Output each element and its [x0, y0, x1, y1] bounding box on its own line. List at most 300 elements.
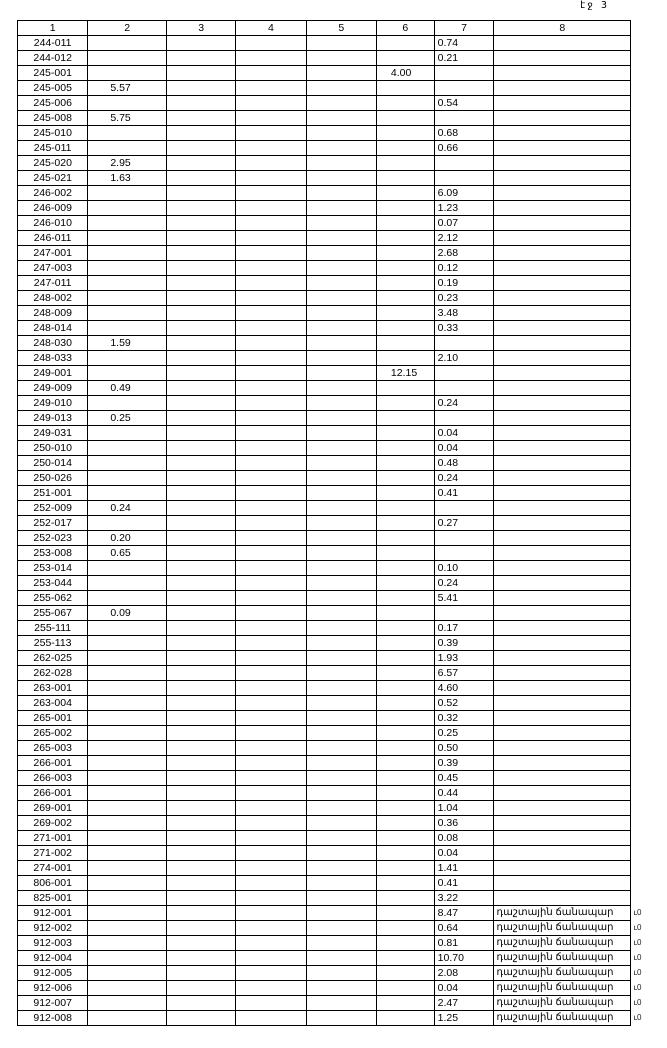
plot-code-cell: [18, 966, 88, 981]
plot-code-cell: [18, 306, 88, 321]
column-2-cell: [88, 291, 167, 306]
land-use-cell: [494, 366, 631, 381]
column-4-cell: [236, 936, 306, 951]
column-4-cell: [236, 891, 306, 906]
column-3-cell: [167, 261, 236, 276]
land-use-cell: [494, 231, 631, 246]
column-4-cell: [236, 561, 306, 576]
table-row: [18, 471, 631, 486]
column-3-cell: [167, 396, 236, 411]
column-2-cell: [88, 96, 167, 111]
plot-code-cell-text: 250-026: [33, 472, 72, 484]
plot-code-cell: [18, 51, 88, 66]
column-3-cell: [167, 381, 236, 396]
plot-code-cell: [18, 456, 88, 471]
table-row: [18, 771, 631, 786]
column-7-cell: [434, 516, 494, 531]
column-3-cell: [167, 786, 236, 801]
land-use-cell: [494, 816, 631, 831]
column-4-cell: [236, 471, 306, 486]
column-2-cell: [88, 1011, 167, 1026]
column-3-cell: [167, 666, 236, 681]
column-4-cell: [236, 366, 306, 381]
column-3-cell: [167, 861, 236, 876]
plot-code-cell: [18, 891, 88, 906]
land-use-cell: [494, 951, 642, 966]
column-2-cell: [88, 876, 167, 891]
land-use-cell: [494, 321, 631, 336]
column-7-cell: [434, 246, 494, 261]
column-4-cell: [236, 501, 306, 516]
plot-code-cell-text: 245-008: [33, 112, 72, 124]
column-5-cell: [306, 666, 376, 681]
column-2-cell: [88, 711, 167, 726]
column-3-cell: [167, 66, 236, 81]
plot-code-cell: [18, 366, 88, 381]
column-3-cell: [167, 471, 236, 486]
table-row: [18, 36, 631, 51]
column-3-cell: [167, 711, 236, 726]
column-6-cell: [376, 651, 434, 666]
column-4-cell: [236, 426, 306, 441]
table-row: [18, 306, 631, 321]
table-row: [18, 561, 631, 576]
column-7-cell: [434, 561, 494, 576]
column-4-cell: [236, 996, 306, 1011]
plot-code-cell-text: 255-111: [34, 622, 72, 634]
column-2-cell: [88, 816, 167, 831]
column-7-cell: [434, 951, 494, 966]
table-row: [18, 456, 631, 471]
margin-mark: ւ0: [633, 998, 642, 1007]
land-use-cell: [494, 36, 631, 51]
table-row: [18, 366, 631, 381]
column-6-cell: [376, 456, 434, 471]
column-header-5: 5: [306, 21, 376, 36]
column-5-cell: [306, 351, 376, 366]
plot-code-cell-text: 263-001: [33, 682, 72, 694]
plot-code-cell: [18, 816, 88, 831]
table-row: [18, 681, 631, 696]
column-7-cell: [434, 66, 494, 81]
plot-code-cell: [18, 636, 88, 651]
column-5-cell: [306, 306, 376, 321]
column-7-cell-text: 0.74: [437, 37, 459, 49]
land-use-cell: [494, 846, 631, 861]
column-5-cell: [306, 606, 376, 621]
plot-code-cell-text: 912-007: [33, 997, 72, 1009]
column-4-cell: [236, 246, 306, 261]
column-3-cell: [167, 171, 236, 186]
land-use-cell: [494, 336, 631, 351]
land-use-cell: [494, 291, 631, 306]
column-2-cell: [88, 786, 167, 801]
column-6-cell: [376, 66, 434, 81]
plot-code-cell-text: 246-009: [33, 202, 72, 214]
plot-code-cell: [18, 291, 88, 306]
column-6-cell-text: 12.15: [390, 367, 418, 379]
table-row: [18, 411, 631, 426]
column-5-cell: [306, 636, 376, 651]
column-2-cell: [88, 846, 167, 861]
plot-code-cell-text: 245-001: [33, 67, 72, 79]
column-2-cell: [88, 66, 167, 81]
column-7-cell-text: 0.24: [437, 397, 459, 409]
column-7-cell-text: 1.93: [437, 652, 459, 664]
column-7-cell-text: 0.04: [437, 427, 459, 439]
column-3-cell: [167, 561, 236, 576]
table-row: [18, 921, 631, 936]
column-7-cell-text: 0.04: [437, 982, 459, 994]
column-3-cell: [167, 801, 236, 816]
plot-code-cell-text: 245-010: [33, 127, 72, 139]
column-2-cell: [88, 126, 167, 141]
column-2-cell: [88, 966, 167, 981]
land-use-cell: [494, 66, 631, 81]
column-2-cell: [88, 51, 167, 66]
column-4-cell: [236, 126, 306, 141]
margin-mark: ւ0: [633, 953, 642, 962]
column-5-cell: [306, 951, 376, 966]
plot-code-cell-text: 255-113: [33, 637, 72, 649]
column-6-cell: [376, 1011, 434, 1026]
table-row: [18, 381, 631, 396]
column-2-cell: [88, 666, 167, 681]
column-7-cell: [434, 876, 494, 891]
column-2-cell: [88, 591, 167, 606]
table-row: [18, 936, 631, 951]
column-5-cell: [306, 66, 376, 81]
column-7-cell: [434, 921, 494, 936]
plot-code-cell-text: 269-001: [33, 802, 72, 814]
land-use-cell: [494, 96, 631, 111]
plot-code-cell-text: 249-009: [33, 382, 72, 394]
land-use-cell: [494, 411, 631, 426]
plot-code-cell: [18, 1011, 88, 1026]
column-5-cell: [306, 246, 376, 261]
land-use-cell: [494, 681, 631, 696]
plot-code-cell: [18, 591, 88, 606]
plot-code-cell: [18, 726, 88, 741]
column-4-cell: [236, 951, 306, 966]
table-row: [18, 621, 631, 636]
plot-code-cell-text: 247-001: [33, 247, 72, 259]
column-6-cell: [376, 711, 434, 726]
plot-code-cell-text: 825-001: [33, 892, 72, 904]
column-3-cell: [167, 771, 236, 786]
column-2-cell: [88, 411, 167, 426]
plot-code-cell-text: 912-001: [33, 907, 72, 919]
column-4-cell: [236, 771, 306, 786]
table-row: [18, 246, 631, 261]
column-6-cell: [376, 336, 434, 351]
column-4-cell: [236, 486, 306, 501]
column-3-cell: [167, 876, 236, 891]
column-6-cell: [376, 966, 434, 981]
plot-code-cell-text: 912-006: [33, 982, 72, 994]
column-3-cell: [167, 531, 236, 546]
plot-code-cell: [18, 141, 88, 156]
column-7-cell: [434, 291, 494, 306]
column-2-cell: [88, 861, 167, 876]
land-use-cell: [494, 246, 631, 261]
column-3-cell: [167, 501, 236, 516]
column-7-cell: [434, 711, 494, 726]
table-row: [18, 201, 631, 216]
column-7-cell-text: 1.41: [437, 862, 459, 874]
plot-code-cell-text: 252-017: [33, 517, 72, 529]
column-7-cell: [434, 126, 494, 141]
column-3-cell: [167, 696, 236, 711]
column-2-cell: [88, 321, 167, 336]
plot-code-cell-text: 248-014: [33, 322, 72, 334]
column-3-cell: [167, 726, 236, 741]
table-row: [18, 51, 631, 66]
column-7-cell-text: 0.19: [437, 277, 459, 289]
table-row: [18, 576, 631, 591]
column-2-cell: [88, 636, 167, 651]
column-6-cell: [376, 381, 434, 396]
column-7-cell: [434, 861, 494, 876]
column-4-cell: [236, 711, 306, 726]
land-use-cell: [494, 606, 631, 621]
plot-code-cell-text: 269-002: [33, 817, 72, 829]
plot-code-cell-text: 249-010: [33, 397, 72, 409]
column-6-cell: [376, 36, 434, 51]
column-header-7: 7: [434, 21, 494, 36]
land-use-cell: [494, 456, 631, 471]
land-use-cell: [494, 351, 631, 366]
plot-code-cell-text: 245-011: [33, 142, 72, 154]
column-5-cell: [306, 846, 376, 861]
plot-code-cell: [18, 696, 88, 711]
column-2-cell: [88, 561, 167, 576]
table-row: [18, 891, 631, 906]
column-5-cell: [306, 801, 376, 816]
column-7-cell: [434, 456, 494, 471]
column-7-cell-text: 0.48: [437, 457, 459, 469]
column-2-cell: [88, 141, 167, 156]
column-2-cell: [88, 981, 167, 996]
column-4-cell: [236, 411, 306, 426]
plot-code-cell: [18, 951, 88, 966]
column-3-cell: [167, 516, 236, 531]
land-use-cell: [494, 711, 631, 726]
column-6-cell: [376, 531, 434, 546]
column-4-cell: [236, 846, 306, 861]
table-row: [18, 81, 631, 96]
table-row: [18, 501, 631, 516]
table-row: [18, 351, 631, 366]
table-row: [18, 591, 631, 606]
plot-code-cell: [18, 651, 88, 666]
plot-code-cell: [18, 786, 88, 801]
margin-mark: ւ0: [633, 1013, 642, 1022]
column-2-cell: [88, 681, 167, 696]
column-2-cell-text: 1.63: [110, 172, 131, 184]
column-2-cell: [88, 36, 167, 51]
plot-code-cell-text: 253-014: [33, 562, 72, 574]
column-4-cell: [236, 591, 306, 606]
plot-code-cell-text: 245-005: [33, 82, 72, 94]
column-7-cell-text: 3.48: [437, 307, 459, 319]
plot-code-cell-text: 245-020: [33, 157, 72, 169]
column-6-cell: [376, 501, 434, 516]
table-row: [18, 96, 631, 111]
column-2-cell: [88, 546, 167, 561]
land-use-cell: [494, 921, 642, 936]
land-use-cell: [494, 996, 642, 1011]
column-5-cell: [306, 936, 376, 951]
column-5-cell: [306, 291, 376, 306]
column-2-cell: [88, 426, 167, 441]
table-row: [18, 126, 631, 141]
margin-mark: ւ0: [633, 938, 642, 947]
plot-code-cell: [18, 336, 88, 351]
plot-code-cell-text: 271-002: [33, 847, 72, 859]
column-2-cell: [88, 486, 167, 501]
column-4-cell: [236, 291, 306, 306]
column-6-cell: [376, 111, 434, 126]
land-use-cell: [494, 726, 631, 741]
column-4-cell: [236, 801, 306, 816]
column-7-cell: [434, 906, 494, 921]
plot-code-cell: [18, 876, 88, 891]
table-row: [18, 486, 631, 501]
column-2-cell: [88, 906, 167, 921]
table-row: [18, 426, 631, 441]
table-row: [18, 441, 631, 456]
plot-code-cell-text: 249-001: [33, 367, 72, 379]
column-6-cell: [376, 126, 434, 141]
plot-code-cell-text: 912-005: [33, 967, 72, 979]
column-6-cell: [376, 51, 434, 66]
column-7-cell: [434, 666, 494, 681]
land-use-cell-text: դաշտային ճանապար: [496, 922, 614, 933]
plot-code-cell-text: 262-028: [33, 667, 72, 679]
land-use-cell: [494, 621, 631, 636]
plot-code-cell-text: 253-044: [33, 577, 72, 589]
column-7-cell-text: 0.54: [437, 97, 459, 109]
table-row: [18, 666, 631, 681]
column-4-cell: [236, 966, 306, 981]
column-3-cell: [167, 756, 236, 771]
column-4-cell: [236, 621, 306, 636]
land-use-cell: [494, 966, 642, 981]
column-3-cell: [167, 831, 236, 846]
plot-code-cell: [18, 171, 88, 186]
column-2-cell-text: 0.20: [110, 532, 131, 544]
column-6-cell: [376, 951, 434, 966]
land-use-cell: [494, 516, 631, 531]
column-5-cell: [306, 531, 376, 546]
plot-code-cell-text: 247-011: [33, 277, 72, 289]
column-5-cell: [306, 141, 376, 156]
column-5-cell: [306, 861, 376, 876]
land-use-cell: [494, 141, 631, 156]
column-7-cell-text: 2.68: [437, 247, 459, 259]
column-7-cell-text: 0.04: [437, 442, 459, 454]
column-7-cell-text: 0.44: [437, 787, 459, 799]
column-5-cell: [306, 891, 376, 906]
column-6-cell: [376, 366, 434, 381]
plot-code-cell: [18, 546, 88, 561]
column-4-cell: [236, 141, 306, 156]
plot-code-cell: [18, 81, 88, 96]
plot-code-cell: [18, 111, 88, 126]
column-7-cell-text: 0.24: [437, 472, 459, 484]
column-7-cell: [434, 801, 494, 816]
column-2-cell: [88, 81, 167, 96]
column-3-cell: [167, 81, 236, 96]
column-2-cell: [88, 831, 167, 846]
column-2-cell: [88, 891, 167, 906]
land-use-cell: [494, 576, 631, 591]
column-7-cell-text: 0.52: [437, 697, 459, 709]
land-use-cell: [494, 441, 631, 456]
column-2-cell: [88, 441, 167, 456]
land-use-cell: [494, 186, 631, 201]
column-5-cell: [306, 396, 376, 411]
land-use-cell: [494, 741, 631, 756]
plot-code-cell-text: 250-014: [33, 457, 72, 469]
table-row: [18, 711, 631, 726]
column-5-cell: [306, 756, 376, 771]
table-row: [18, 831, 631, 846]
column-6-cell: [376, 546, 434, 561]
column-4-cell: [236, 156, 306, 171]
land-use-cell: [494, 261, 631, 276]
land-use-cell: [494, 636, 631, 651]
column-7-cell-text: 2.12: [437, 232, 459, 244]
column-6-cell: [376, 891, 434, 906]
column-5-cell: [306, 381, 376, 396]
column-7-cell-text: 0.81: [437, 937, 459, 949]
plot-code-cell-text: 255-062: [33, 592, 72, 604]
column-5-cell: [306, 171, 376, 186]
land-use-cell: [494, 546, 631, 561]
plot-code-cell: [18, 996, 88, 1011]
column-6-cell: [376, 186, 434, 201]
column-5-cell: [306, 486, 376, 501]
column-7-cell: [434, 546, 494, 561]
column-2-cell: [88, 771, 167, 786]
column-5-cell: [306, 276, 376, 291]
table-row: [18, 966, 631, 981]
plot-code-cell-text: 263-004: [33, 697, 72, 709]
column-header-8: 8: [494, 21, 631, 36]
column-6-cell: [376, 351, 434, 366]
column-7-cell: [434, 966, 494, 981]
land-use-cell: [494, 756, 631, 771]
plot-code-cell-text: 266-001: [33, 757, 72, 769]
table-row: [18, 951, 631, 966]
plot-code-cell: [18, 846, 88, 861]
column-2-cell-text: 5.75: [110, 112, 131, 124]
plot-code-cell-text: 248-033: [33, 352, 72, 364]
column-7-cell: [434, 606, 494, 621]
column-6-cell: [376, 561, 434, 576]
column-7-cell: [434, 336, 494, 351]
column-5-cell: [306, 921, 376, 936]
column-5-cell: [306, 711, 376, 726]
column-6-cell: [376, 201, 434, 216]
column-4-cell: [236, 756, 306, 771]
column-4-cell: [236, 546, 306, 561]
column-5-cell: [306, 501, 376, 516]
column-7-cell-text: 2.10: [437, 352, 459, 364]
column-4-cell: [236, 831, 306, 846]
